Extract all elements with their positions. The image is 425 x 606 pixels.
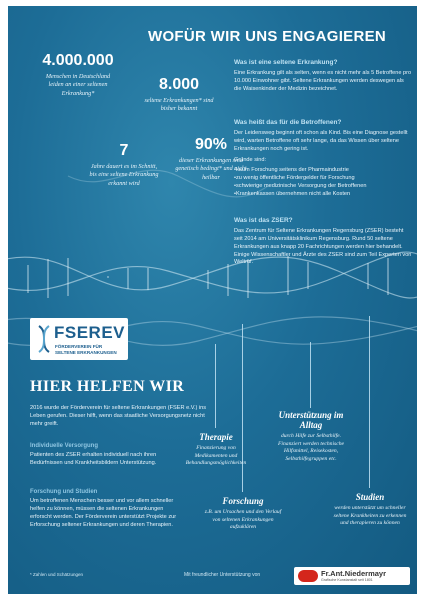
stat-number: 8.000 bbox=[158, 76, 200, 93]
panel-text: Das Zentrum für Seltene Erkrankungen Regensburg (ZSER) besteht seit 2014 am Universitätsklinikum Regensburg. Rund 50 seltene Erkrankungen aus knapp 20 Fachrichtungen werden hier behandelt. Einige Wissenschaftler und Ärzte des ZSER sind zum Teil Experten von Weltruf. bbox=[234, 228, 412, 266]
list-item: • zu wenig öffentliche Fördergelder für Forschung bbox=[234, 175, 412, 183]
page-title: WOFÜR WIR UNS ENGAGIEREN bbox=[148, 28, 387, 45]
logo-name: FSEREV bbox=[54, 323, 126, 342]
stat-years bbox=[88, 142, 160, 188]
panel-title: Was ist das ZSER? bbox=[234, 217, 293, 224]
panel-zser bbox=[234, 216, 412, 267]
list-item: • kaum Forschung seitens der Pharmaindustrie bbox=[234, 167, 412, 175]
fserev-logo bbox=[30, 318, 128, 360]
sponsor-subtitle: Grafische Kunstanstalt seit 1801 bbox=[321, 578, 373, 582]
panel-rare-disease bbox=[234, 58, 412, 94]
logo-line: SELTENE ERKRANKUNGEN bbox=[55, 349, 117, 355]
stat-text: Jahre dauert es im Schnitt, bis eine seltene Erkrankung erkannt wird bbox=[89, 163, 159, 187]
stat-number: 7 bbox=[119, 142, 129, 159]
panel-text: Der Leidensweg beginnt oft schon als Kind. Bis eine Diagnose gestellt wird, warten Betroffene oft sehr lange, da das Wissen über seltene Erkrankungen noch gering ist. bbox=[234, 130, 408, 152]
block-title: Individuelle Versorgung bbox=[30, 443, 99, 449]
stat-text: dieser Erkrankungen sind genetisch bedingt* und nicht heilbar bbox=[175, 157, 247, 181]
poster bbox=[8, 6, 417, 594]
category-title: Studien bbox=[355, 492, 385, 502]
support-text: Mit freundlicher Unterstützung von bbox=[184, 572, 261, 578]
block-text: Patienten des ZSER erhalten individuell nach ihren Bedürfnissen und Krankheitsbildern Unterstützung. bbox=[30, 452, 157, 467]
category-studien bbox=[332, 492, 408, 528]
intro-text: 2016 wurde der Förderverein für seltene Erkrankungen (FSER e.V.) ins Leben gerufen. Dieser hilft, wenn das staatliche Versorgungsnetz nicht mehr greift. bbox=[30, 405, 207, 427]
block-research bbox=[30, 488, 180, 530]
stat-diseases bbox=[136, 76, 222, 114]
category-forschung bbox=[204, 496, 282, 532]
stat-number: 4.000.000 bbox=[42, 52, 114, 69]
reasons-list bbox=[234, 167, 412, 198]
block-care bbox=[30, 442, 180, 468]
category-text: Finanzierung von Medikamenten und Behandlungsmöglichkeiten bbox=[185, 445, 247, 467]
panel-title: Was heißt das für die Betroffenen? bbox=[234, 119, 342, 126]
sponsor-name: Fr.Ant.Niedermayr bbox=[321, 569, 387, 578]
stat-number: 90% bbox=[194, 136, 228, 153]
category-alltag bbox=[270, 410, 352, 463]
connector-line bbox=[215, 344, 216, 428]
connector-line bbox=[369, 316, 370, 488]
block-text: Um betroffenen Menschen besser und vor allem schneller helfen zu können, müssen die seltenen Erkrankungen erforscht werden. Der Förderverein unterstützt Projekte zur Erforschung seltener Erkrankungen und deren Therapien. bbox=[30, 498, 177, 528]
list-item: • schwierige medizinische Versorgung der Betroffenen bbox=[234, 183, 412, 191]
panel-patients bbox=[234, 118, 412, 199]
block-title: Forschung und Studien bbox=[30, 489, 98, 495]
category-title: Therapie bbox=[199, 432, 233, 442]
category-text: werden unterstützt um schneller seltene Krankheiten zu erkennen und therapieren zu können bbox=[333, 505, 407, 527]
panel-title: Was ist eine seltene Erkrankung? bbox=[234, 59, 338, 66]
dna-logo-icon bbox=[36, 325, 52, 353]
sponsor-logo bbox=[294, 567, 410, 585]
stat-text: seltene Erkrankungen* sind bisher bekannt bbox=[144, 97, 214, 113]
footnote: * Zahlen und Schätzungen bbox=[30, 572, 84, 577]
category-text: z.B. um Ursachen und den Verlauf von seltenen Erkrankungen aufzuklären bbox=[204, 509, 282, 531]
list-item: • Krankenkassen übernehmen nicht alle Kosten bbox=[234, 191, 412, 199]
category-title: Unterstützung im Alltag bbox=[278, 410, 344, 430]
category-title: Forschung bbox=[222, 496, 264, 506]
section-title: HIER HELFEN WIR bbox=[30, 378, 185, 395]
stat-text: Menschen in Deutschland leiden an einer seltenen Erkrankung* bbox=[45, 73, 111, 97]
logo-subtitle bbox=[55, 344, 117, 355]
stat-affected bbox=[26, 52, 130, 98]
logo-line: FÖRDERVEREIN FÜR bbox=[55, 344, 103, 349]
panel-text: Eine Erkrankung gilt als selten, wenn es nicht mehr als 5 Betroffene pro 10.000 Einwohner gibt. Seltene Erkrankungen werden deswegen als die Waisenkinder der Medizin bezeichnet. bbox=[234, 70, 412, 92]
category-therapie bbox=[180, 432, 252, 468]
sponsor-mark-icon bbox=[298, 570, 318, 582]
connector-line bbox=[310, 342, 311, 408]
reasons-label: Gründe sind: bbox=[234, 156, 267, 163]
category-text: durch Hilfe zur Selbsthilfe. Finanziert werden technische Hilfsmittel, Reisekosten, Selbsthilfegruppen etc. bbox=[278, 433, 344, 462]
